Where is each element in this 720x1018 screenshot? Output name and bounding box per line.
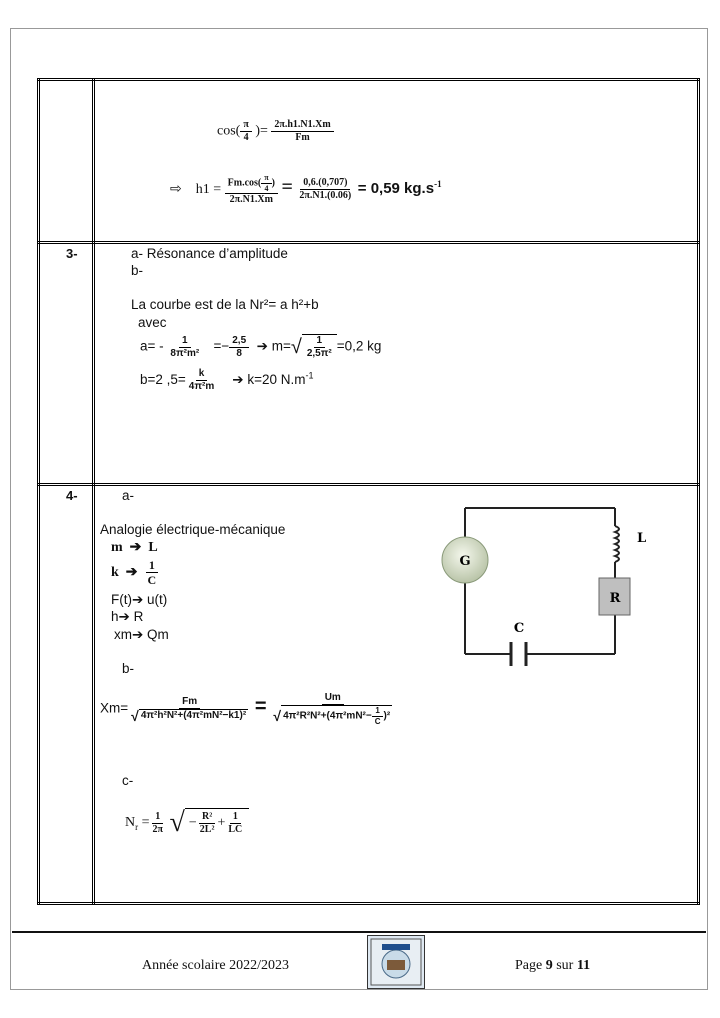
map2-left: k bbox=[111, 565, 119, 581]
eq1-numerator: 2π.h1.N1.Xm bbox=[271, 119, 333, 132]
page-prefix: Page bbox=[515, 958, 546, 973]
question-number: 3- bbox=[66, 246, 78, 261]
h1-equation: ⇨ h1 = Fm.cos( $\frac{\pi}{4}$ ) 2π.N1.Xm = $\frac{0,6.(0,707)}{2\pi.N1.(0.06)}$ = 0,59 $kg.s^{-1}$ bbox=[170, 173, 442, 206]
eq1-denominator: Fm bbox=[295, 132, 310, 143]
nr-num: 1 bbox=[152, 811, 163, 824]
generator-label: G bbox=[459, 554, 471, 569]
um-den-a: 4π²R²N²+(4π²mN²− bbox=[283, 710, 372, 722]
a-eq: a= - bbox=[140, 338, 164, 354]
k-value: ➔ k=20 N.m bbox=[232, 372, 306, 388]
avec-text: avec bbox=[138, 315, 167, 330]
a-frac2-den: 8 bbox=[236, 347, 242, 359]
question-number-cell bbox=[39, 243, 94, 485]
xm-lhs: Xm= bbox=[100, 700, 129, 716]
xm-eq: = bbox=[254, 695, 267, 718]
xm-den: 4π²h²N²+(4π²mN²−k1)² bbox=[140, 710, 247, 722]
table-row bbox=[39, 80, 699, 243]
mapping-xm-Qm: xm➔ Qm bbox=[114, 627, 169, 642]
h1-lhs: h1 = bbox=[195, 181, 222, 197]
b-eq: b=2 ,5= bbox=[140, 372, 186, 388]
mapping-F-u: F(t)➔ u(t) bbox=[111, 592, 168, 607]
map1-arrow: ➔ bbox=[129, 540, 142, 555]
nr-f1-den: 2L² bbox=[199, 824, 215, 835]
eq3-denominator: 2π.N1.(0.06) bbox=[299, 190, 352, 202]
um-den-frac-num: 1 bbox=[372, 706, 382, 717]
map1-right: L bbox=[148, 540, 158, 555]
eq3-numerator: 0,6.(0,707) bbox=[300, 177, 350, 190]
c-label: c- bbox=[122, 773, 134, 788]
answer-cell bbox=[94, 485, 699, 904]
cos-4: 4 bbox=[243, 132, 249, 143]
nr-f2-den: LC bbox=[228, 824, 243, 835]
school-logo bbox=[367, 935, 425, 989]
nr-lhs: N bbox=[125, 815, 136, 831]
nr-den: 2π bbox=[152, 823, 164, 835]
xm-equation: Xm= Fm √ 4π²h²N²+(4π²mN²−k1)² = Um √ 4π²R²N²+(4π²mN²− $\frac{1}{C}$ )² bbox=[100, 692, 391, 726]
um-num: Um bbox=[322, 692, 344, 705]
eq2-numerator: Fm.cos( bbox=[227, 177, 262, 189]
map2-den: C bbox=[147, 573, 157, 588]
k-exp: -1 bbox=[305, 370, 314, 381]
page-current: 9 bbox=[545, 958, 553, 973]
inductor-coil bbox=[615, 526, 619, 562]
um-den-b: )² bbox=[383, 710, 391, 722]
b-frac-num: k bbox=[196, 368, 208, 381]
question-number: 4- bbox=[66, 488, 78, 503]
a-equation: a= - $\frac{1}{\text{8π²m²}}$ =− $\frac{2,5}{8}$ ➔ m= √ $\frac{1}{\text{2,5π²}}$ =0,2 kg bbox=[140, 334, 382, 359]
a-frac-num: 1 bbox=[179, 335, 191, 348]
a-eq2: =− bbox=[213, 338, 230, 354]
b-label: b- bbox=[122, 661, 135, 676]
map2-arrow: ➔ bbox=[125, 565, 138, 581]
footer-divider bbox=[12, 931, 706, 933]
nr-f1-num: R² bbox=[199, 811, 215, 824]
school-year: Année scolaire 2022/2023 bbox=[142, 958, 289, 973]
eq2-close: ) bbox=[271, 177, 275, 189]
nr-equation: $N_r$ = $\frac{1}{2\pi}$ √ − $\frac{\text{R²}}{\text{2L²}}$ + $\frac{1}{LC}$ bbox=[125, 808, 249, 838]
m-frac-den: 2,5π² bbox=[306, 348, 332, 359]
map2-num: 1 bbox=[146, 558, 158, 573]
mapping-k-C bbox=[111, 558, 159, 588]
arrow-icon: ⇨ bbox=[170, 181, 182, 197]
b-equation bbox=[140, 368, 314, 393]
nr-plus: + bbox=[217, 815, 226, 831]
inductor-label: L bbox=[637, 531, 647, 546]
b-frac-den: 4π²m bbox=[188, 381, 215, 392]
cos-equation: cos( $\frac{\pi}{4}$ )= $\frac{2\pi.h1.N1.Xm}{Fm}$ bbox=[217, 119, 334, 144]
rlc-circuit-diagram bbox=[435, 498, 655, 673]
h1-result: = 0,59 kg.s bbox=[357, 179, 435, 197]
um-den-frac-den: C bbox=[374, 716, 381, 726]
cos-pi: π bbox=[240, 119, 251, 132]
analogie-title: Analogie électrique-mécanique bbox=[100, 522, 286, 537]
map1-left: m bbox=[111, 540, 123, 555]
m-value: =0,2 kg bbox=[336, 338, 382, 354]
capacitor-label: C bbox=[513, 621, 525, 636]
a-frac2-num: 2,5 bbox=[229, 335, 249, 348]
nr-f2-num: 1 bbox=[230, 811, 241, 824]
m-frac-num: 1 bbox=[314, 335, 326, 348]
page-total: 11 bbox=[576, 958, 591, 973]
m-arrow: ➔ m= bbox=[256, 338, 291, 354]
page-number bbox=[515, 958, 590, 974]
resistor-label: R bbox=[609, 591, 621, 606]
a-label: a- bbox=[122, 488, 135, 503]
solution-table bbox=[37, 78, 700, 905]
question-number-cell bbox=[39, 485, 94, 904]
h1-result-exp: -1 bbox=[434, 179, 442, 190]
mapping-h-R: h➔ R bbox=[111, 609, 144, 624]
page-mid: sur bbox=[552, 958, 577, 973]
a-frac-den: 8π²m² bbox=[170, 347, 200, 359]
xm-num: Fm bbox=[179, 696, 200, 709]
eq2-denominator: 2π.N1.Xm bbox=[229, 194, 273, 206]
resonance-label: a- Résonance d’amplitude bbox=[131, 246, 288, 261]
table-row bbox=[39, 485, 699, 904]
curve-text: La courbe est de la Nr²= a h²+b bbox=[131, 297, 319, 312]
question-number-cell bbox=[39, 80, 94, 243]
nr-eq: = bbox=[138, 815, 150, 831]
nr-minus: − bbox=[188, 815, 197, 831]
b-label: b- bbox=[131, 263, 144, 278]
table-row bbox=[39, 243, 699, 485]
answer-cell bbox=[94, 243, 699, 485]
answer-cell bbox=[94, 80, 699, 243]
mapping-m-L bbox=[111, 539, 158, 556]
nr-sub: r bbox=[135, 822, 139, 833]
